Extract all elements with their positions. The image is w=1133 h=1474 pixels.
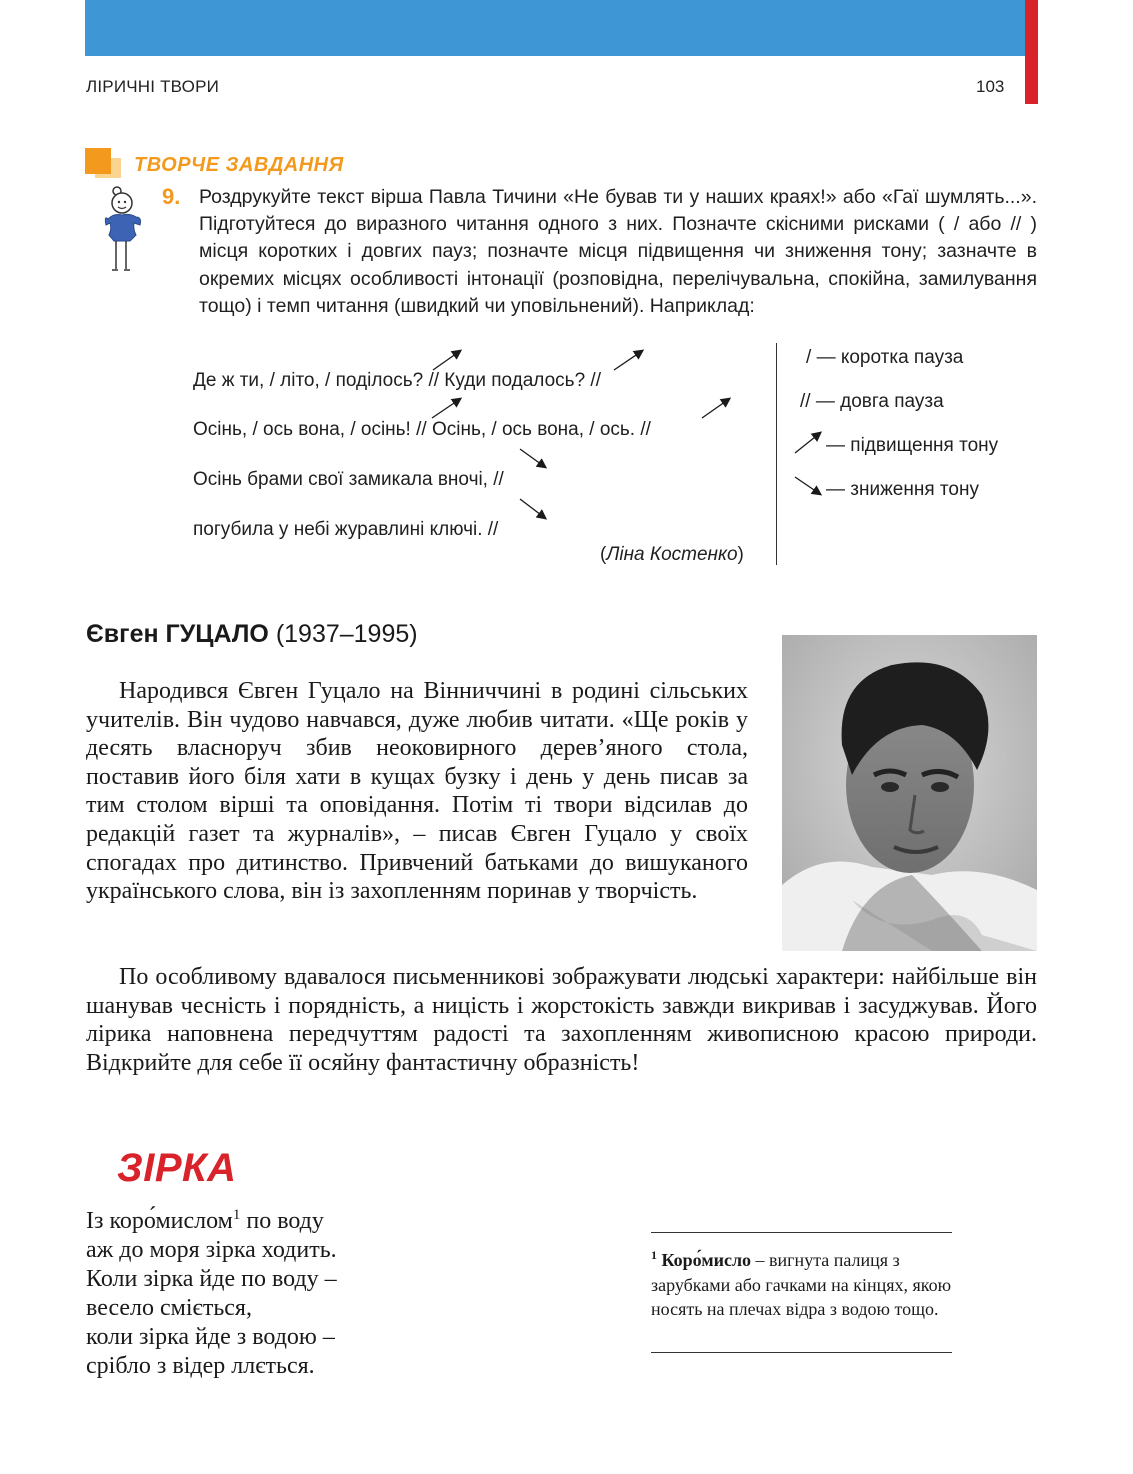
- running-head: ЛІРИЧНІ ТВОРИ: [86, 77, 220, 96]
- footnote-term: Коро́мисло: [661, 1250, 752, 1270]
- arrow-up-icon: [432, 399, 460, 418]
- bio-heading: [86, 620, 418, 649]
- poem-line: коли зірка йде з водою –: [86, 1324, 335, 1350]
- footnote-marker: 1: [651, 1248, 657, 1262]
- author-years: (1937–1995): [275, 620, 418, 648]
- legend-rise: — підвищення тону: [826, 435, 999, 456]
- arrow-down-icon: [520, 499, 545, 518]
- poem-text: [86, 1207, 337, 1381]
- page-edge-tab: [1025, 0, 1038, 104]
- arrow-up-icon: [614, 351, 642, 370]
- footnote-ref: 1: [232, 1207, 241, 1223]
- poem-line-start: Із коро́мислом: [86, 1208, 233, 1234]
- footnote: [651, 1243, 956, 1322]
- arrow-up-icon: [433, 351, 460, 370]
- mascot-icon: [100, 185, 150, 275]
- legend-divider: [776, 343, 777, 565]
- task-marker: [85, 148, 111, 174]
- author-portrait: [782, 635, 1037, 951]
- bio-paragraph: По особливому вдавалося письменникові зображувати людські характери: найбільше він шанував чесність і порядність, а ницість і жорстокість завжди викривав і засуджував. Його лірика наповнена передчуттям радості та захопленням живописною красою природи. Відкрийте для себе її осяйну фантастичну образність!: [86, 964, 1037, 1076]
- arrow-down-icon: [520, 449, 545, 467]
- poem-line: аж до моря зірка ходить.: [86, 1237, 337, 1263]
- bio-paragraph: Народився Євген Гуцало на Вінниччині в родині сільських учителів. Він чудово навчався, дуже любив читати. «Ще років у десять власноруч збив неоковирного дерев’яного стола, поставив його біля хати в кущах бузку і день у день писав за тим столом вірші та оповідання. Потім ті твори відсилав до редакцій газет та журналів», – писав Євген Гуцало у своїх спогадах про дитинство. Привчений батьками до вишуканого українського слова, він із захопленням поринав у творчість.: [86, 678, 748, 905]
- example-line: Осінь, / ось вона, / осінь! // Осінь, / ось вона, / ось. //: [193, 419, 651, 440]
- example-author: (Ліна Костенко): [600, 544, 744, 565]
- legend-text: — довга пауза: [815, 391, 944, 412]
- poem-line: Коли зірка йде по воду –: [86, 1266, 337, 1292]
- task-text: Роздрукуйте текст вірша Павла Тичини «Не бував ти у наших краях!» або «Гаї шумлять...». Підготуйтеся до виразного читання одного з них. Позначте скісними рисками ( / або // ) місця коротких і довгих пауз; позначте місця підвищення чи зниження тону; зазначте в окремих місцях особливості інтонації (розповідна, перелічувальна, спокійна, замилування тощо) і темп читання (швидкий чи уповільнений). Наприклад:: [199, 186, 1037, 317]
- example-line: Осінь брами свої замикала вночі, //: [193, 469, 504, 490]
- page-number: 103: [976, 77, 1005, 96]
- legend-text: — коротка пауза: [816, 347, 964, 368]
- example-author-name: Ліна Костенко: [606, 544, 738, 565]
- arrow-up-icon: [702, 399, 729, 418]
- legend-long-pause: [800, 391, 944, 413]
- example-line: погубила у небі журавлині ключі. //: [193, 519, 499, 540]
- arrow-down-icon: [795, 477, 820, 494]
- task-heading: ТВОРЧЕ ЗАВДАННЯ: [134, 154, 344, 176]
- task-number: 9.: [162, 184, 181, 209]
- author-name: Євген ГУЦАЛО: [86, 620, 269, 648]
- legend-short-pause: [806, 347, 963, 369]
- footnote-rule: [651, 1232, 952, 1233]
- poem-title: ЗІРКА: [117, 1146, 237, 1190]
- poem-line: срібло з відер ллється.: [86, 1353, 315, 1379]
- footnote-text: – вигнута палиця з зарубками або гачками на кінцях, якою носять на плечах відра з водою тощо.: [651, 1250, 952, 1319]
- poem-line: [86, 1207, 337, 1236]
- footnote-rule: [651, 1352, 952, 1353]
- arrow-up-icon: [795, 433, 820, 453]
- legend-symbol: //: [800, 391, 811, 412]
- poem-line: весело сміється,: [86, 1295, 252, 1321]
- legend-symbol: /: [806, 347, 812, 368]
- header-band: [85, 0, 1025, 56]
- example-line: Де ж ти, / літо, / поділось? // Куди подалось? //: [193, 370, 601, 391]
- poem-line-end: по воду: [240, 1208, 324, 1234]
- legend-fall: — зниження тону: [826, 479, 979, 500]
